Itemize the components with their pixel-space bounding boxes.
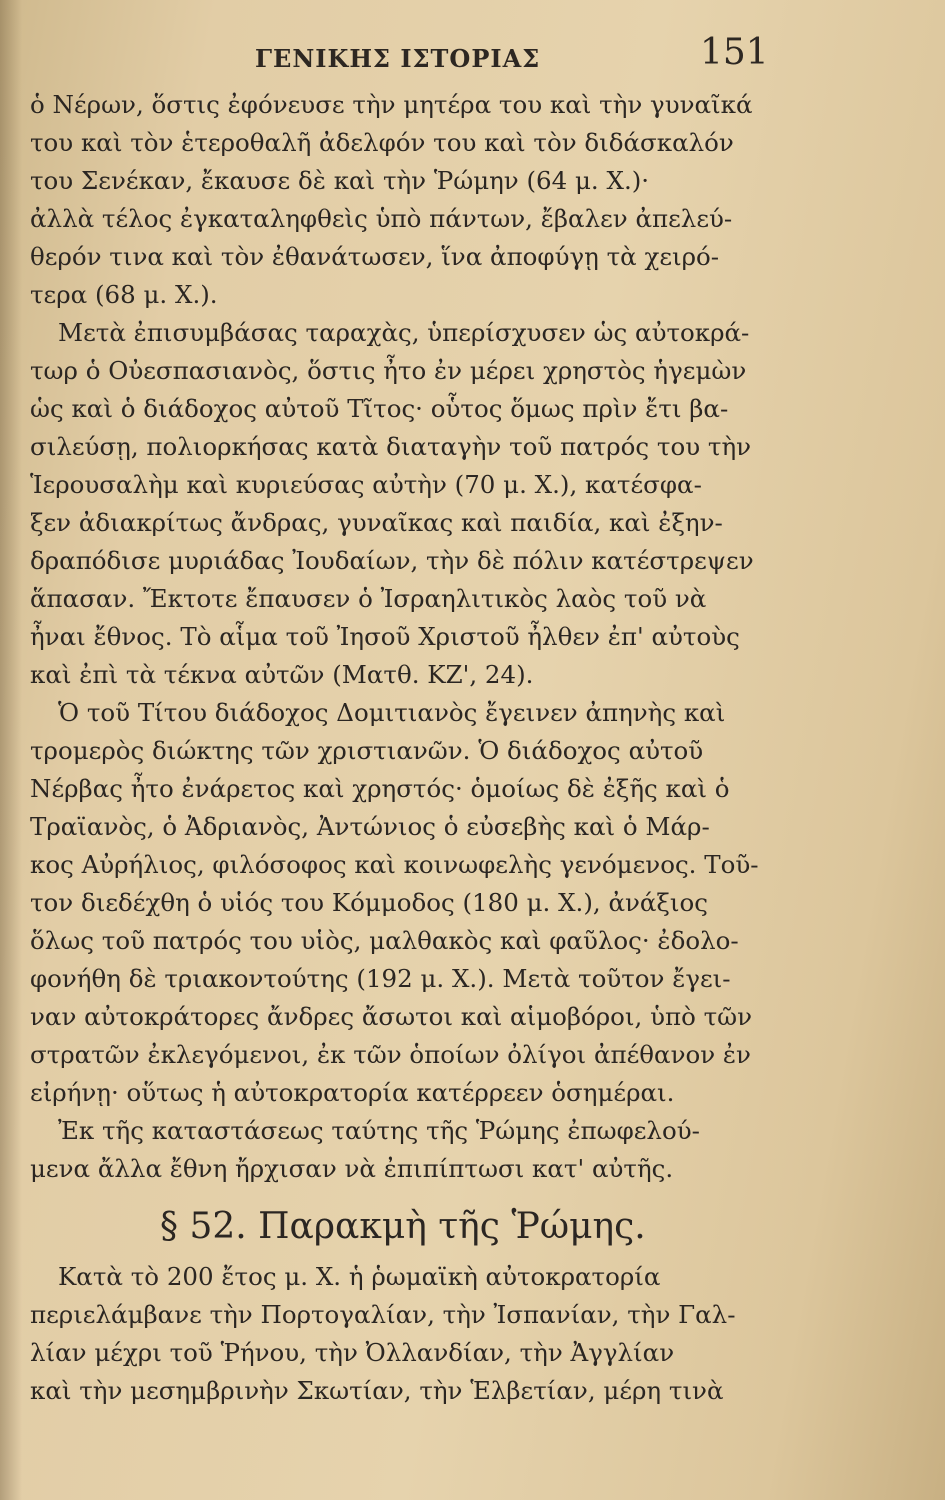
text-line: δραπόδισε μυριάδας Ἰουδαίων, τὴν δὲ πόλιν κατέστρεψεν	[30, 546, 754, 575]
body-text	[30, 86, 800, 1410]
text-line: του καὶ τὸν ἑτεροθαλῆ ἀδελφόν του καὶ τὸν διδάσκαλόν	[30, 128, 734, 157]
text-line: λίαν μέχρι τοῦ Ῥήνου, τὴν Ὀλλανδίαν, τὴν Ἀγγλίαν	[30, 1338, 675, 1367]
text-line: τον διεδέχθη ὁ υἱός του Κόμμοδος (180 μ. Χ.), ἀνάξιος	[30, 888, 709, 917]
text-line: μενα ἄλλα ἔθνη ἤρχισαν νὰ ἐπιπίπτωσι κατ' αὐτῆς.	[30, 1154, 674, 1183]
page-number: 151	[700, 32, 769, 73]
text-line: ὁ Νέρων, ὅστις ἐφόνευσε τὴν μητέρα του καὶ τὴν γυναῖκά	[30, 90, 753, 119]
text-line: περιελάμβανε τὴν Πορτογαλίαν, τὴν Ἰσπανίαν, τὴν Γαλ-	[30, 1300, 736, 1329]
text-line: εἰρήνῃ· οὕτως ἡ αὐτοκρατορία κατέρρεεν ὁσημέραι.	[30, 1078, 675, 1107]
text-line: στρατῶν ἐκλεγόμενοι, ἐκ τῶν ὁποίων ὀλίγοι ἀπέθανον ἐν	[30, 1040, 751, 1069]
text-line: τρομερὸς διώκτης τῶν χριστιανῶν. Ὁ διάδοχος αὐτοῦ	[30, 736, 704, 765]
text-line: Κατὰ τὸ 200 ἔτος μ. Χ. ἡ ῥωμαϊκὴ αὐτοκρατορία	[58, 1262, 661, 1291]
running-title: ΓΕΝΙΚΗΣ ΙΣΤΟΡΙΑΣ	[255, 44, 541, 73]
text-line: ἅπασαν. Ἔκτοτε ἔπαυσεν ὁ Ἰσραηλιτικὸς λαὸς τοῦ νὰ	[30, 584, 707, 613]
text-line: ξεν ἀδιακρίτως ἄνδρας, γυναῖκας καὶ παιδία, καὶ ἐξην-	[30, 508, 723, 537]
text-line: Μετὰ ἐπισυμβάσας ταραχὰς, ὑπερίσχυσεν ὡς αὐτοκρά-	[58, 318, 750, 347]
text-after-section	[30, 1258, 800, 1410]
text-line: τερα (68 μ. Χ.).	[30, 280, 218, 309]
text-line: ναν αὐτοκράτορες ἄνδρες ἄσωτοι καὶ αἱμοβόροι, ὑπὸ τῶν	[30, 1002, 753, 1031]
text-line: τωρ ὁ Οὐεσπασιανὸς, ὅστις ἦτο ἐν μέρει χρηστὸς ἡγεμὼν	[30, 356, 747, 385]
paragraph	[30, 314, 800, 694]
text-line: Τραϊανὸς, ὁ Ἀδριανὸς, Ἀντώνιος ὁ εὐσεβὴς καὶ ὁ Μάρ-	[30, 812, 710, 841]
text-line: Ὁ τοῦ Τίτου διάδοχος Δομιτιανὸς ἔγεινεν ἀπηνὴς καὶ	[58, 698, 726, 727]
text-before-section	[30, 86, 800, 1188]
text-line: ἀλλὰ τέλος ἐγκαταληφθεὶς ὑπὸ πάντων, ἔβαλεν ἀπελεύ-	[30, 204, 733, 233]
text-line: καὶ τὴν μεσημβρινὴν Σκωτίαν, τὴν Ἑλβετίαν, μέρη τινὰ	[30, 1376, 724, 1405]
paragraph	[30, 1112, 800, 1188]
paragraph	[30, 694, 800, 1112]
text-line: φονήθη δὲ τριακοντούτης (192 μ. Χ.). Μετὰ τοῦτον ἔγει-	[30, 964, 731, 993]
text-line: κος Αὐρήλιος, φιλόσοφος καὶ κοινωφελὴς γενόμενος. Τοῦ-	[30, 850, 759, 879]
text-line: Νέρβας ἦτο ἐνάρετος καὶ χρηστός· ὁμοίως δὲ ἐξῆς καὶ ὁ	[30, 774, 730, 803]
text-line: ὡς καὶ ὁ διάδοχος αὐτοῦ Τῖτος· οὗτος ὅμως πρὶν ἔτι βα-	[30, 394, 729, 423]
text-line: θερόν τινα καὶ τὸν ἐθανάτωσεν, ἵνα ἀποφύγῃ τὰ χειρό-	[30, 242, 720, 271]
section-heading: § 52. Παρακμὴ τῆς Ῥώμης.	[160, 1206, 646, 1247]
text-line: Ἱερουσαλὴμ καὶ κυριεύσας αὐτὴν (70 μ. Χ.), κατέσφα-	[30, 470, 702, 499]
paragraph	[30, 86, 800, 314]
running-head	[0, 34, 945, 84]
text-line: Ἐκ τῆς καταστάσεως ταύτης τῆς Ῥώμης ἐπωφελού-	[58, 1116, 700, 1145]
text-line: σιλεύσῃ, πολιορκήσας κατὰ διαταγὴν τοῦ πατρός του τὴν	[30, 432, 752, 461]
text-line: ἦναι ἔθνος. Τὸ αἷμα τοῦ Ἰησοῦ Χριστοῦ ἦλθεν ἐπ' αὐτοὺς	[30, 622, 740, 651]
text-line: ὅλως τοῦ πατρός του υἱὸς, μαλθακὸς καὶ φαῦλος· ἐδολο-	[30, 926, 739, 955]
text-line: καὶ ἐπὶ τὰ τέκνα αὐτῶν (Ματθ. ΚΖ', 24).	[30, 660, 534, 689]
paragraph	[30, 1258, 800, 1410]
text-line: του Σενέκαν, ἔκαυσε δὲ καὶ τὴν Ῥώμην (64 μ. Χ.)·	[30, 166, 650, 195]
